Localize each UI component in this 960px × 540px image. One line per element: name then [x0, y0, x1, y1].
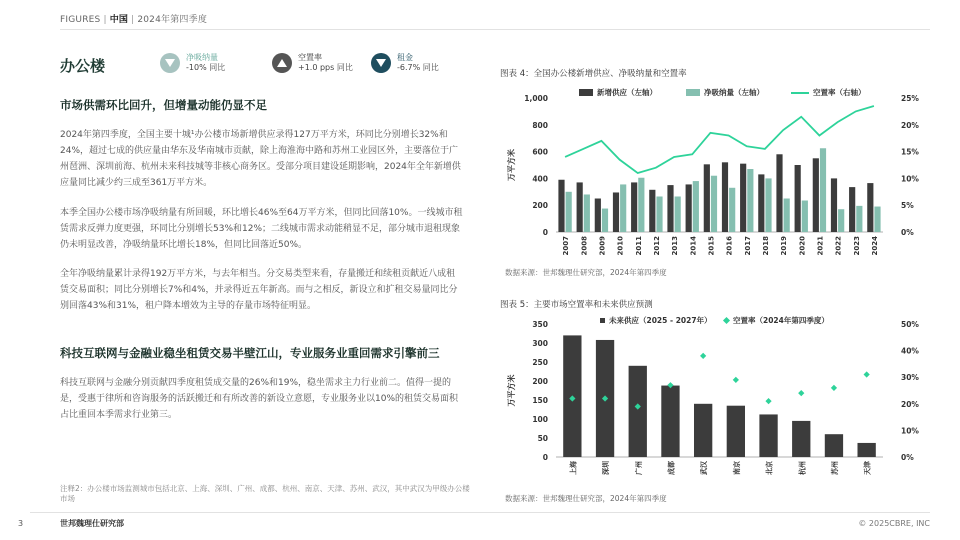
header-region: 中国	[109, 15, 129, 25]
absorption-bar	[566, 192, 572, 232]
x-tick-label: 深圳	[602, 461, 611, 475]
footnote: 注释2：办公楼市场监测城市包括北京、上海、深圳、广州、成都、杭州、南京、天津、苏州、武汉，其中武汉为甲级办公楼市场	[60, 484, 470, 503]
x-tick-label: 2015	[707, 236, 716, 256]
paragraph-absorption: 本季全国办公楼市场净吸纳量有所回暖，环比增长46%至64万平方米，但同比回落10%。一线城市租赁需求反弹力度更强，环同比分别增长53%和12%；二线城市需求动能稍显不足，部分城市退租现象仍未明显改善，净吸纳量环比增长18%，但同比回落近50%。	[60, 208, 463, 250]
supply-bar	[776, 154, 782, 232]
y-tick-label: 800	[532, 120, 548, 130]
y-tick-label: 200	[532, 201, 548, 211]
y-axis-label: 万平方米	[507, 374, 516, 407]
absorption-bar	[838, 209, 844, 232]
absorption-bar	[638, 178, 644, 232]
footer-brand: 世邦魏理仕研究部	[60, 519, 124, 528]
kpi-value: -10% 同比	[186, 63, 226, 72]
legend-label: 净吸纳量（左轴）	[704, 88, 764, 97]
paragraph-industry: 科技互联网与金融分别贡献四季度租赁成交量的26%和19%，稳坐需求主力行业前二。值得一提的是，受惠于律所和咨询服务的活跃搬迁和有所改善的新设立意愿，专业服务业以10%的租赁交易面积占比重回本季需求行业第三。	[60, 378, 459, 420]
vacancy-point	[700, 353, 706, 359]
x-tick-label: 2018	[761, 236, 770, 256]
x-tick-label: 2008	[580, 236, 589, 256]
x-tick-label: 天津	[863, 461, 872, 475]
supply-bar	[704, 164, 710, 232]
absorption-bar	[656, 196, 662, 232]
supply-bar	[613, 192, 619, 232]
future-supply-bar	[661, 386, 679, 457]
y-tick-label: 0	[542, 453, 548, 462]
y-tick-label: 250	[532, 358, 548, 367]
y-tick-label: 1,000	[524, 94, 548, 103]
kpi-vacancy	[272, 53, 353, 73]
absorption-bar	[729, 188, 735, 232]
kpi-label: 空置率	[298, 53, 322, 62]
absorption-bar	[584, 194, 590, 232]
x-tick-label: 2010	[616, 236, 625, 256]
legend-label: 空置率（2024年第四季度）	[733, 316, 829, 325]
y-tick-label: 300	[532, 339, 548, 348]
future-supply-bar	[727, 406, 745, 457]
legend-label: 新增供应（左轴）	[597, 88, 657, 97]
y-tick-label: 600	[532, 147, 548, 157]
x-tick-label: 南京	[732, 461, 741, 475]
supply-bar	[813, 158, 819, 232]
x-tick-label: 2007	[562, 236, 571, 256]
future-supply-bar	[857, 443, 875, 457]
y2-tick-label: 50%	[901, 320, 919, 329]
x-tick-label: 2013	[671, 236, 680, 256]
vacancy-point	[864, 371, 870, 377]
y-tick-label: 400	[532, 174, 548, 184]
y2-tick-label: 5%	[901, 201, 914, 211]
section-title: 办公楼	[60, 57, 106, 75]
triangle-down-icon	[160, 53, 180, 73]
kpi-label: 租金	[397, 53, 413, 62]
y-tick-label: 0	[542, 228, 548, 237]
absorption-bar	[784, 199, 790, 233]
x-tick-label: 武汉	[700, 461, 709, 475]
x-tick-label: 2023	[852, 236, 861, 256]
y2-tick-label: 20%	[901, 399, 919, 409]
heading-supply-demand: 市场供需环比回升，但增量动能仍显不足	[60, 98, 267, 112]
y2-tick-label: 10%	[901, 174, 919, 184]
y2-tick-label: 0%	[901, 228, 914, 237]
absorption-bar	[675, 196, 681, 232]
x-tick-label: 2016	[725, 236, 734, 256]
y-tick-label: 200	[532, 377, 548, 386]
x-tick-label: 2011	[634, 236, 643, 256]
footer-divider	[30, 512, 930, 513]
chart5-title: 图表 5：主要市场空置率和未来供应预测	[500, 300, 653, 310]
chart4-title: 图表 4：全国办公楼新增供应、净吸纳量和空置率	[500, 69, 687, 79]
x-tick-label: 杭州	[798, 461, 807, 475]
y2-tick-label: 25%	[901, 94, 919, 103]
supply-bar	[795, 165, 801, 232]
absorption-bar	[693, 181, 699, 232]
y2-tick-label: 0%	[901, 453, 914, 462]
triangle-down-icon	[371, 53, 391, 73]
absorption-bar	[874, 207, 880, 232]
future-supply-bar	[759, 414, 777, 457]
x-tick-label: 2019	[780, 236, 789, 256]
future-supply-bar	[629, 366, 647, 457]
x-tick-label: 2009	[598, 236, 607, 256]
x-tick-label: 2022	[834, 236, 843, 256]
supply-bar	[649, 190, 655, 232]
copyright: © 2025CBRE, INC	[858, 519, 930, 528]
paragraph-supply: 2024年第四季度，全国主要十城¹办公楼市场新增供应录得127万平方米，环同比分别增长32%和24%，超过七成的供应量由华东及华南城市贡献，除上海淮海中路和苏州工业园区外，主要落位于广州琶洲、深圳前海、杭州未来科技城等非核心商务区。受部分项目建设延期影响，2024年全年新增供应量同比减少约三成至361万平方米。	[60, 130, 461, 188]
y-tick-label: 350	[532, 320, 548, 329]
y-axis-label: 万平方米	[507, 149, 516, 181]
y2-tick-label: 15%	[901, 147, 919, 157]
x-tick-label: 苏州	[830, 461, 839, 475]
legend-label: 空置率（右轴）	[813, 88, 866, 97]
supply-bar	[849, 187, 855, 232]
kpi-value: -6.7% 同比	[397, 63, 439, 72]
heading-industry: 科技互联网与金融业稳坐租赁交易半壁江山，专业服务业重回需求引擎前三	[60, 346, 440, 360]
vacancy-line	[565, 106, 874, 173]
y2-tick-label: 10%	[901, 426, 919, 436]
absorption-bar	[711, 176, 717, 232]
vacancy-point	[798, 390, 804, 396]
paragraph-annual: 全年净吸纳量累计录得192万平方米，与去年相当。分交易类型来看，存量搬迁和续租贡献近八成租赁交易面积；同比分别增长7%和4%，并录得近五年新高。而与之相反，新设立和扩租交易量同比分别回落43%和31%，租户降本增效为主导的存量市场特征明显。	[60, 269, 458, 311]
x-tick-label: 2012	[652, 236, 661, 256]
header-figures: FIGURES	[60, 15, 101, 25]
kpi-label: 净吸纳量	[186, 53, 218, 62]
supply-bar	[740, 164, 746, 232]
y-tick-label: 150	[532, 396, 548, 405]
page-header: FIGURES | 中国 | 2024年第四季度	[60, 15, 208, 25]
supply-bar	[631, 182, 637, 232]
x-tick-label: 2021	[816, 236, 825, 256]
absorption-bar	[820, 148, 826, 232]
supply-bar	[722, 162, 728, 232]
future-supply-bar	[825, 434, 843, 457]
legend-label: 未来供应（2025 - 2027年）	[609, 316, 712, 325]
future-supply-bar	[792, 421, 810, 457]
supply-bar	[686, 184, 692, 232]
chart5-svg	[500, 318, 930, 488]
future-supply-bar	[694, 404, 712, 457]
supply-bar	[595, 199, 601, 233]
x-tick-label: 成都	[667, 461, 676, 475]
kpi-absorption	[160, 53, 225, 73]
vacancy-point	[733, 377, 739, 383]
absorption-bar	[856, 206, 862, 232]
x-tick-label: 北京	[765, 461, 774, 475]
absorption-bar	[602, 209, 608, 232]
page-number: 3	[18, 519, 24, 528]
supply-bar	[758, 174, 764, 232]
triangle-up-icon	[272, 53, 292, 73]
chart4-source: 数据来源：世邦魏理仕研究部，2024年第四季度	[505, 268, 667, 277]
absorption-bar	[802, 201, 808, 232]
kpi-value: +1.0 pps 同比	[298, 63, 353, 72]
chart5-source: 数据来源：世邦魏理仕研究部，2024年第四季度	[505, 494, 667, 503]
supply-bar	[558, 180, 564, 232]
absorption-bar	[765, 178, 771, 232]
x-tick-label: 广州	[634, 461, 643, 475]
supply-bar	[867, 183, 873, 232]
absorption-bar	[620, 184, 626, 232]
supply-bar	[667, 185, 673, 232]
absorption-bar	[747, 169, 753, 232]
y2-tick-label: 20%	[901, 120, 919, 130]
x-tick-label: 2024	[870, 236, 879, 256]
supply-bar	[577, 182, 583, 232]
x-tick-label: 2017	[743, 236, 752, 256]
y-tick-label: 100	[532, 415, 548, 424]
header-divider	[60, 29, 930, 30]
header-period: 2024年第四季度	[137, 15, 208, 25]
supply-bar	[831, 178, 837, 232]
chart4-svg	[500, 90, 930, 265]
kpi-rent	[371, 53, 439, 73]
x-tick-label: 2020	[798, 236, 807, 256]
x-tick-label: 上海	[569, 461, 578, 475]
y2-tick-label: 40%	[901, 346, 919, 356]
y-tick-label: 50	[537, 434, 548, 443]
x-tick-label: 2014	[689, 236, 698, 256]
vacancy-point	[831, 385, 837, 391]
y2-tick-label: 30%	[901, 373, 919, 383]
vacancy-point	[765, 398, 771, 404]
